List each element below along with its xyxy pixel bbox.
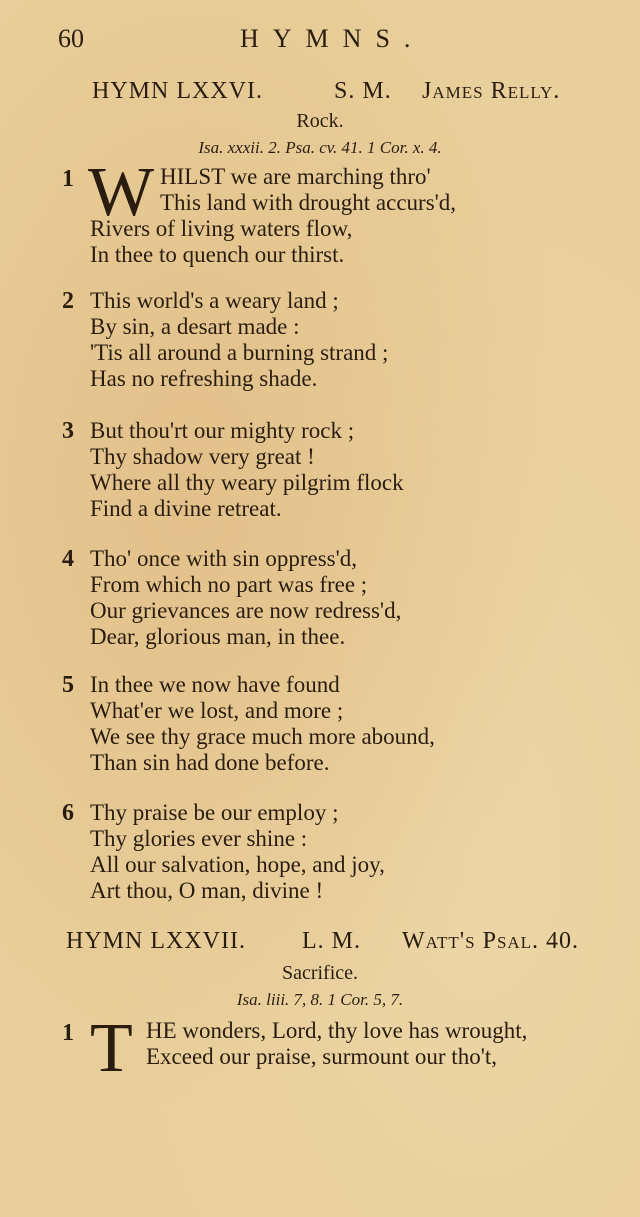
stanza-number: 2 — [62, 288, 74, 314]
verse-line: Art thou, O man, divine ! — [90, 878, 324, 903]
stanza-number: 6 — [62, 800, 74, 826]
hymn-77-subject: Sacrifice. — [281, 962, 359, 984]
stanza-number: 5 — [62, 672, 74, 698]
stanza-number: 4 — [62, 546, 74, 572]
verse-line: Tho' once with sin oppress'd, — [90, 546, 358, 571]
verse-line: Rivers of living waters flow, — [90, 216, 353, 241]
verse-line: We see thy grace much more abound, — [90, 724, 435, 749]
hymn-77-scripture-refs: Isa. liii. 7, 8. 1 Cor. 5, 7. — [236, 990, 404, 1009]
verse-line: But thou'rt our mighty rock ; — [90, 418, 355, 443]
verse-line: Has no refreshing shade. — [90, 366, 318, 391]
hymn-76-scripture-refs: Isa. xxxii. 2. Psa. cv. 41. 1 Cor. x. 4. — [198, 138, 442, 157]
verse-line: By sin, a desart made : — [90, 314, 300, 339]
verse-line: Dear, glorious man, in thee. — [90, 624, 346, 649]
verse-line: 'Tis all around a burning strand ; — [90, 340, 389, 365]
verse-line: From which no part was free ; — [90, 572, 368, 597]
hymn-76-author: James Relly. — [422, 78, 561, 104]
verse-line: This land with drought accurs'd, — [160, 190, 457, 215]
verse-line: What'er we lost, and more ; — [90, 698, 344, 723]
hymn-77-author: Watt's Psal. 40. — [402, 928, 580, 954]
verse-line: Thy glories ever shine : — [90, 826, 308, 851]
hymn-76-title: HYMN LXXVI. — [92, 78, 263, 104]
stanza-number: 3 — [62, 418, 74, 444]
verse-line: Exceed our praise, surmount our tho't, — [146, 1044, 497, 1069]
verse-line: All our salvation, hope, and joy, — [90, 852, 385, 877]
running-head: HYMNS. — [240, 24, 425, 53]
verse-line: HILST we are marching thro' — [160, 164, 431, 189]
verse-line: Our grievances are now redress'd, — [90, 598, 402, 623]
hymn-76-subject: Rock. — [296, 110, 344, 132]
hymn-77-meter: L. M. — [302, 928, 361, 954]
verse-line: In thee we now have found — [90, 672, 340, 697]
drop-cap: W — [88, 154, 155, 231]
verse-line: Than sin had done before. — [90, 750, 330, 775]
verse-line: Thy praise be our employ ; — [90, 800, 339, 825]
verse-line: HE wonders, Lord, thy love has wrought, — [146, 1018, 528, 1043]
hymn-77-title: HYMN LXXVII. — [66, 928, 246, 954]
verse-line: In thee to quench our thirst. — [90, 242, 345, 267]
stanza-number: 1 — [62, 1020, 74, 1046]
verse-line: Find a divine retreat. — [90, 496, 282, 521]
verse-line: Where all thy weary pilgrim flock — [90, 470, 404, 495]
page-number: 60 — [58, 24, 84, 53]
stanza-number: 1 — [62, 166, 74, 192]
drop-cap: T — [90, 1010, 133, 1087]
verse-line: Thy shadow very great ! — [90, 444, 315, 469]
verse-line: This world's a weary land ; — [90, 288, 339, 313]
hymn-76-meter: S. M. — [334, 78, 392, 104]
